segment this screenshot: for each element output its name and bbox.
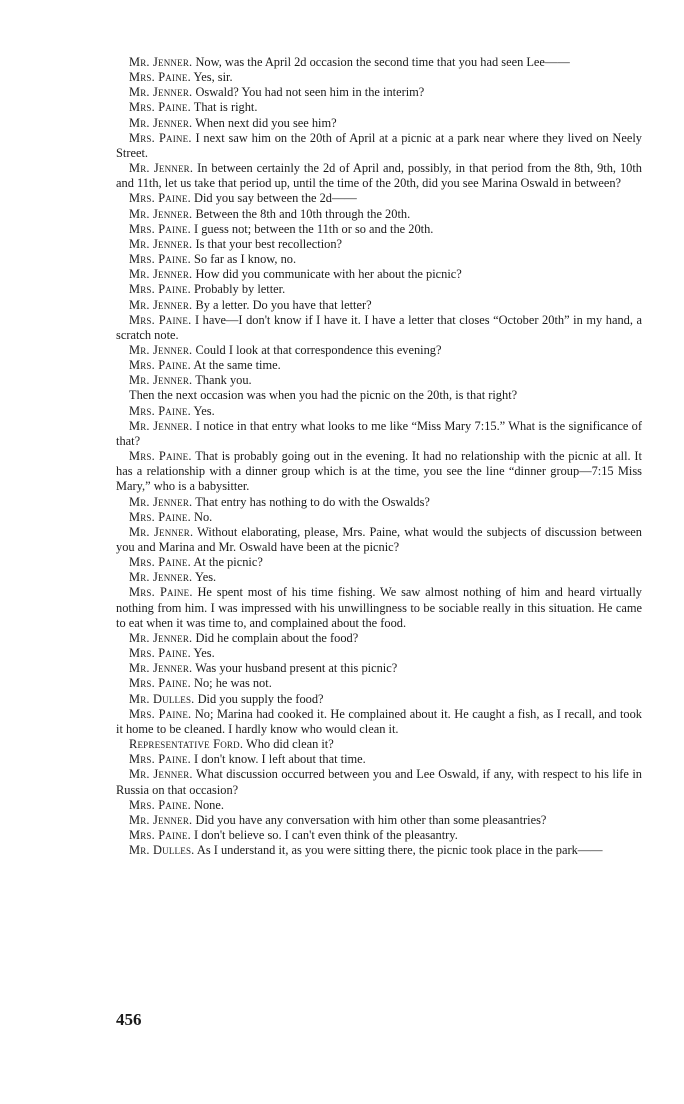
transcript-paragraph (116, 525, 642, 555)
speaker-name: Mrs. Paine. (129, 252, 191, 267)
speaker-name: Mr. Jenner. (129, 812, 193, 827)
speaker-name: Mr. Jenner. (129, 55, 193, 69)
speech-text: So far as I know, no. (194, 252, 297, 267)
speech-text: I have—I don't know if I have it. I have a letter that closes “October 20th” in my hand, a scratch note. (116, 312, 642, 342)
transcript-paragraph (116, 191, 642, 206)
speech-text: Yes. (194, 570, 217, 585)
transcript-paragraph (116, 419, 642, 449)
speaker-name: Mrs. Paine. (129, 827, 191, 842)
transcript-paragraph (116, 358, 642, 373)
transcript-paragraph (116, 388, 642, 403)
transcript-paragraph (116, 343, 642, 358)
speaker-name: Mr. Jenner. (129, 267, 193, 282)
transcript-paragraph (116, 161, 642, 191)
speaker-name: Mr. Jenner. (129, 161, 194, 176)
speech-text: In between certainly the 2d of April and, possibly, in that period from the 8th, 9th, 10th and 11th, let us take that period up, until the time of the 20th, did you see Marina Oswald in between? (116, 161, 643, 191)
transcript-paragraph (116, 646, 642, 661)
transcript-paragraph (116, 676, 642, 691)
transcript-paragraph (116, 298, 642, 313)
speech-text: Yes. (193, 646, 215, 661)
speaker-name: Mr. Jenner. (129, 767, 193, 782)
transcript-paragraph (116, 404, 642, 419)
speaker-name: Mrs. Paine. (129, 449, 192, 464)
transcript-paragraph (116, 752, 642, 767)
speech-text: None. (194, 797, 224, 812)
speaker-name: Mrs. Paine. (129, 100, 191, 115)
speaker-name: Mr. Jenner. (129, 85, 193, 100)
speaker-name: Mr. Jenner. (129, 236, 193, 251)
speech-text: Did you have any conversation with him other than some pleasantries? (195, 812, 547, 827)
speech-text: Then the next occasion was when you had the picnic on the 20th, is that right? (129, 388, 518, 403)
transcript-paragraph (116, 798, 642, 813)
transcript-paragraph (116, 843, 642, 858)
speech-text: Was your husband present at this picnic? (195, 661, 398, 676)
speech-text: As I understand it, as you were sitting there, the picnic took place in the park—— (196, 843, 603, 858)
speaker-name: Mr. Jenner. (129, 373, 193, 388)
transcript-paragraph (116, 813, 642, 828)
speech-text: He spent most of his time fishing. We saw almost nothing of him and heard virtually nothing from him. I was impressed with his unwillingness to be sociable really in this situation. He came to eat when it was time to, and complained about the food. (116, 585, 642, 630)
transcript-body (116, 55, 642, 858)
speech-text: Did he complain about the food? (195, 630, 359, 645)
transcript-paragraph (116, 692, 642, 707)
speaker-name: Mrs. Paine. (129, 752, 191, 767)
transcript-paragraph (116, 267, 642, 282)
speech-text: At the picnic? (193, 555, 263, 570)
speech-text: No; Marina had cooked it. He complained about it. He caught a fish, as I recall, and took it home to be cleaned. I hardly know who would clean it. (116, 706, 642, 736)
speaker-name: Mrs. Paine. (129, 70, 191, 85)
speaker-name: Representative Ford. (129, 737, 244, 752)
transcript-paragraph (116, 767, 642, 797)
speech-text: How did you communicate with her about the picnic? (195, 267, 462, 282)
speech-text: I next saw him on the 20th of April at a picnic at a park near where they lived on Neely Street. (116, 130, 642, 160)
speaker-name: Mrs. Paine. (129, 646, 191, 661)
transcript-paragraph (116, 510, 642, 525)
speaker-name: Mrs. Paine. (129, 221, 191, 236)
speaker-name: Mr. Jenner. (129, 206, 193, 221)
speaker-name: Mr. Jenner. (129, 494, 193, 509)
speaker-name: Mr. Jenner. (129, 570, 193, 585)
speaker-name: Mrs. Paine. (129, 676, 191, 691)
speech-text: What discussion occurred between you and Lee Oswald, if any, with respect to his life in Russia on that occasion? (116, 767, 642, 797)
speaker-name: Mr. Dulles. (129, 691, 195, 706)
speech-text: By a letter. Do you have that letter? (195, 297, 372, 312)
speaker-name: Mrs. Paine. (129, 706, 192, 721)
speaker-name: Mrs. Paine. (129, 797, 191, 812)
transcript-paragraph (116, 828, 642, 843)
speech-text: Thank you. (195, 373, 252, 388)
transcript-paragraph (116, 631, 642, 646)
transcript-paragraph (116, 85, 642, 100)
speech-text: I guess not; between the 11th or so and the 20th. (194, 221, 434, 236)
speaker-name: Mr. Jenner. (129, 418, 193, 433)
speech-text: No; he was not. (194, 676, 272, 691)
speaker-name: Mr. Jenner. (129, 661, 193, 676)
transcript-paragraph (116, 555, 642, 570)
speaker-name: Mr. Jenner. (129, 524, 194, 539)
transcript-paragraph (116, 55, 642, 70)
speaker-name: Mrs. Paine. (129, 312, 192, 327)
speech-text: Now, was the April 2d occasion the second time that you had seen Lee—— (195, 55, 570, 69)
speech-text: Did you say between the 2d—— (194, 191, 357, 206)
page-number: 456 (116, 1010, 142, 1029)
transcript-paragraph (116, 207, 642, 222)
speech-text: That is right. (193, 100, 258, 115)
speech-text: Yes, sir. (193, 70, 233, 85)
speech-text: That entry has nothing to do with the Oswalds? (195, 494, 430, 509)
transcript-paragraph (116, 131, 642, 161)
speaker-name: Mr. Jenner. (129, 630, 193, 645)
speech-text: Did you supply the food? (197, 691, 324, 706)
speech-text: Yes. (193, 403, 215, 418)
speaker-name: Mrs. Paine. (129, 282, 191, 297)
speech-text: When next did you see him? (195, 115, 337, 130)
speech-text: That is probably going out in the evening. It had no relationship with the picnic at all. It has a relationship with a dinner group which is at the time, you see the line “dinner group—7:15 Miss Mary,” who is a babysitter. (116, 449, 642, 494)
transcript-paragraph (116, 100, 642, 115)
speaker-name: Mrs. Paine. (129, 555, 191, 570)
transcript-paragraph (116, 116, 642, 131)
speech-text: Is that your best recollection? (195, 236, 343, 251)
speech-text: Could I look at that correspondence this evening? (195, 342, 442, 357)
transcript-paragraph (116, 495, 642, 510)
speaker-name: Mrs. Paine. (129, 358, 191, 373)
speaker-name: Mrs. Paine. (129, 509, 191, 524)
transcript-paragraph (116, 449, 642, 494)
speech-text: At the same time. (193, 358, 281, 373)
speech-text: Between the 8th and 10th through the 20th. (195, 206, 411, 221)
transcript-paragraph (116, 237, 642, 252)
speech-text: Oswald? You had not seen him in the interim? (195, 85, 425, 100)
speech-text: I notice in that entry what looks to me like “Miss Mary 7:15.” What is the significance of that? (116, 418, 642, 448)
speaker-name: Mrs. Paine. (129, 130, 192, 145)
transcript-paragraph (116, 707, 642, 737)
transcript-paragraph (116, 661, 642, 676)
speaker-name: Mrs. Paine. (129, 403, 191, 418)
speech-text: Probably by letter. (194, 282, 286, 297)
speech-text: I don't know. I left about that time. (194, 752, 366, 767)
transcript-paragraph (116, 222, 642, 237)
speech-text: Who did clean it? (246, 737, 334, 752)
transcript-paragraph (116, 373, 642, 388)
transcript-paragraph (116, 737, 642, 752)
speaker-name: Mr. Jenner. (129, 115, 193, 130)
transcript-paragraph (116, 570, 642, 585)
transcript-paragraph (116, 282, 642, 297)
speech-text: I don't believe so. I can't even think of the pleasantry. (194, 827, 458, 842)
speech-text: Without elaborating, please, Mrs. Paine, what would the subjects of discussion between you and Marina and Mr. Oswald have been at the picnic? (116, 524, 642, 554)
speaker-name: Mr. Dulles. (129, 843, 195, 858)
speaker-name: Mrs. Paine. (129, 191, 191, 206)
transcript-paragraph (116, 585, 642, 630)
speech-text: No. (194, 509, 213, 524)
speaker-name: Mr. Jenner. (129, 297, 193, 312)
speaker-name: Mrs. Paine. (129, 585, 193, 600)
transcript-paragraph (116, 70, 642, 85)
transcript-paragraph (116, 313, 642, 343)
transcript-paragraph (116, 252, 642, 267)
speaker-name: Mr. Jenner. (129, 342, 193, 357)
